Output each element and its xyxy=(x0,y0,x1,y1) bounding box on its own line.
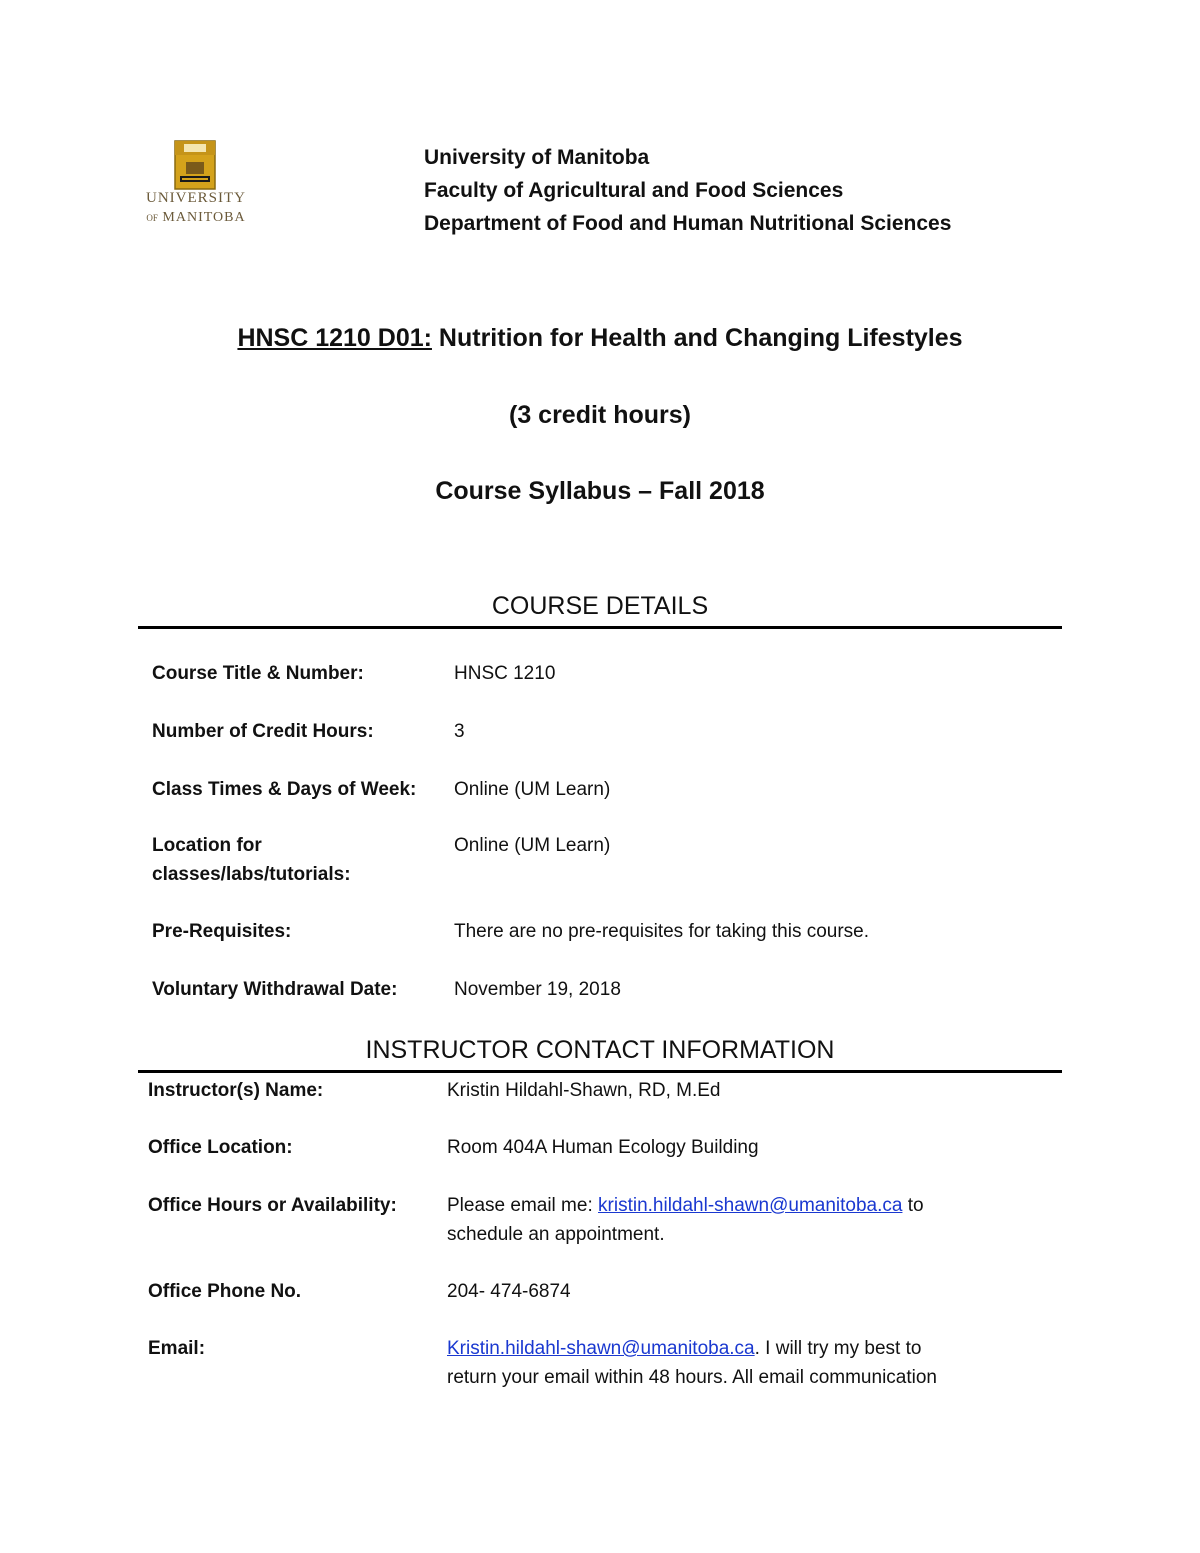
course-title xyxy=(0,324,1200,353)
university-name: University of Manitoba xyxy=(424,146,650,169)
course-details-heading: COURSE DETAILS xyxy=(491,592,709,620)
detail-label-course-title: Course Title & Number: xyxy=(152,663,364,684)
office-phone-label: Office Phone No. xyxy=(148,1281,302,1302)
detail-value-prerequisites: There are no pre-requisites for taking this course. xyxy=(454,921,870,942)
detail-label-credit-hours: Number of Credit Hours: xyxy=(152,721,374,742)
syllabus-title: Course Syllabus – Fall 2018 xyxy=(435,477,765,505)
detail-value-location: Online (UM Learn) xyxy=(454,835,611,856)
course-code: HNSC 1210 D01: xyxy=(237,324,432,352)
office-phone-value: 204- 474-6874 xyxy=(447,1281,571,1302)
department-name: Department of Food and Human Nutritional Sciences xyxy=(424,212,952,235)
email-link[interactable]: Kristin.hildahl-shawn@umanitoba.ca xyxy=(447,1338,755,1359)
office-hours-label: Office Hours or Availability: xyxy=(148,1195,397,1216)
detail-value-course-title: HNSC 1210 xyxy=(454,663,556,684)
university-crest-icon xyxy=(174,140,216,190)
email-label: Email: xyxy=(148,1338,206,1359)
detail-value-credit-hours: 3 xyxy=(454,721,465,742)
faculty-name: Faculty of Agricultural and Food Sciences xyxy=(424,179,844,202)
section-divider xyxy=(138,626,1062,629)
logo-wordmark-university: UNIVERSITY xyxy=(146,190,246,206)
instructor-name-label: Instructor(s) Name: xyxy=(148,1080,324,1101)
office-location-value: Room 404A Human Ecology Building xyxy=(447,1137,759,1158)
office-location-label: Office Location: xyxy=(148,1137,293,1158)
instructor-name-value: Kristin Hildahl-Shawn, RD, M.Ed xyxy=(447,1080,721,1101)
detail-label-withdrawal-date: Voluntary Withdrawal Date: xyxy=(152,979,398,1000)
university-logo xyxy=(140,140,252,232)
detail-label-location: Location for classes/labs/tutorials: xyxy=(152,835,351,885)
detail-value-class-times: Online (UM Learn) xyxy=(454,779,611,800)
office-hours-email-link[interactable]: kristin.hildahl-shawn@umanitoba.ca xyxy=(598,1195,903,1216)
instructor-heading: INSTRUCTOR CONTACT INFORMATION xyxy=(365,1036,835,1064)
office-hours-value: Please email me: kristin.hildahl-shawn@umanitoba.ca to schedule an appointment. xyxy=(447,1195,924,1245)
credit-hours: (3 credit hours) xyxy=(509,401,691,429)
section-divider xyxy=(138,1070,1062,1073)
logo-wordmark-manitoba: OF MANITOBA xyxy=(146,210,246,225)
detail-label-prerequisites: Pre-Requisites: xyxy=(152,921,292,942)
detail-label-class-times: Class Times & Days of Week: xyxy=(152,779,417,800)
email-value: Kristin.hildahl-shawn@umanitoba.ca. I will try my best to return your email within 48 hours. All email communication xyxy=(447,1338,937,1388)
detail-value-withdrawal-date: November 19, 2018 xyxy=(454,979,621,1000)
course-name: Nutrition for Health and Changing Lifestyles xyxy=(431,324,963,352)
